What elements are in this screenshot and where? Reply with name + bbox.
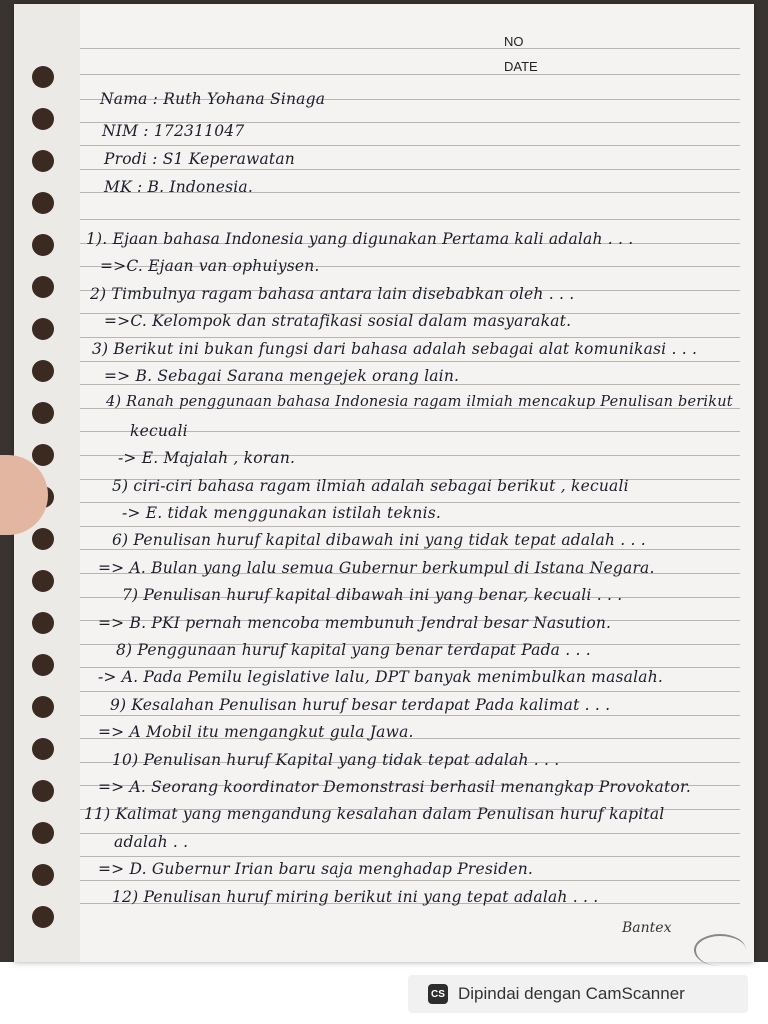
handwritten-line: NIM : 172311047 [102,122,245,140]
handwritten-line: => B. Sebagai Sarana mengejek orang lain. [104,367,460,385]
handwritten-line: 12) Penulisan huruf miring berikut ini yang tepat adalah . . . [112,887,599,906]
binder-hole [32,864,54,886]
binder-hole [32,654,54,676]
handwritten-line: kecuali [130,421,188,440]
binder-hole [32,402,54,424]
binder-hole [32,444,54,466]
handwritten-line: 1). Ejaan bahasa Indonesia yang digunakan Pertama kali adalah . . . [86,230,634,248]
ruled-line [80,145,740,146]
date-label: DATE [504,59,538,74]
handwritten-line: 7) Penulisan huruf kapital dibawah ini yang benar, kecuali . . . [122,586,623,605]
camscanner-logo-icon: CS [428,984,448,1004]
handwritten-line: Prodi : S1 Keperawatan [104,150,295,168]
binder-hole [32,276,54,298]
ring-binder-corner [694,934,746,966]
handwritten-line: -> A. Pada Pemilu legislative lalu, DPT banyak menimbulkan masalah. [98,668,664,687]
handwritten-line: Nama : Ruth Yohana Sinaga [100,90,326,108]
binder-hole [32,780,54,802]
binder-hole [32,528,54,550]
ruled-line [80,219,740,220]
handwritten-line: 8) Penggunaan huruf kapital yang benar terdapat Pada . . . [116,641,591,659]
notebook-page [14,4,754,962]
watermark-text: Dipindai dengan CamScanner [458,984,685,1003]
binder-hole [32,822,54,844]
binder-hole [32,738,54,760]
ruled-line [80,337,740,338]
handwritten-line: => A. Bulan yang lalu semua Gubernur berkumpul di Istana Negara. [98,558,655,577]
binder-hole [32,612,54,634]
ruled-line [80,549,740,550]
binder-hole [32,570,54,592]
brand-logo: Bantex [622,920,672,936]
ruled-line [80,880,740,881]
binder-hole [32,696,54,718]
handwritten-line: adalah . . [114,832,189,851]
ruled-line [80,361,740,362]
ruled-line [80,856,740,857]
handwritten-line: 4) Ranah penggunaan bahasa Indonesia ragam ilmiah mencakup Penulisan berikut [106,394,733,411]
ruled-line [80,715,740,716]
handwritten-line: 11) Kalimat yang mengandung kesalahan dalam Penulisan huruf kapital [84,805,665,824]
binder-hole [32,318,54,340]
handwritten-line: 3) Berikut ini bukan fungsi dari bahasa adalah sebagai alat komunikasi . . . [92,339,698,358]
binder-hole [32,234,54,256]
binder-hole [32,108,54,130]
handwritten-line: 5) ciri-ciri bahasa ragam ilmiah adalah sebagai berikut , kecuali [112,476,629,495]
handwritten-line: -> E. tidak menggunakan istilah teknis. [122,504,442,522]
handwritten-line: 2) Timbulnya ragam bahasa antara lain disebabkan oleh . . . [90,284,575,303]
handwritten-line: => A Mobil itu mengangkut gula Jawa. [98,723,414,742]
ruled-line [80,48,740,49]
binder-hole [32,360,54,382]
handwritten-line: -> E. Majalah , koran. [118,449,296,468]
handwritten-line: => D. Gubernur Irian baru saja menghadap Presiden. [98,860,534,879]
handwritten-line: MK : B. Indonesia. [104,178,253,196]
handwritten-line: 6) Penulisan huruf kapital dibawah ini yang tidak tepat adalah . . . [112,531,646,550]
ruled-line [80,526,740,527]
binder-hole [32,150,54,172]
handwritten-line: 10) Penulisan huruf Kapital yang tidak tepat adalah . . . [112,750,560,769]
binder-hole [32,192,54,214]
ruled-line [80,691,740,692]
handwritten-line: => A. Seorang koordinator Demonstrasi berhasil menangkap Provokator. [98,778,691,796]
no-label: NO [504,34,524,49]
handwritten-line: 9) Kesalahan Penulisan huruf besar terdapat Pada kalimat . . . [110,695,611,714]
ruled-line [80,74,740,75]
binder-hole [32,66,54,88]
handwritten-line: => B. PKI pernah mencoba membunuh Jendral besar Nasution. [98,613,612,632]
handwritten-line: =>C. Ejaan van ophuiysen. [100,257,320,276]
camscanner-watermark [408,975,748,1013]
binder-hole [32,906,54,928]
handwritten-line: =>C. Kelompok dan stratafikasi sosial dalam masyarakat. [104,312,572,331]
ruled-line [80,169,740,170]
